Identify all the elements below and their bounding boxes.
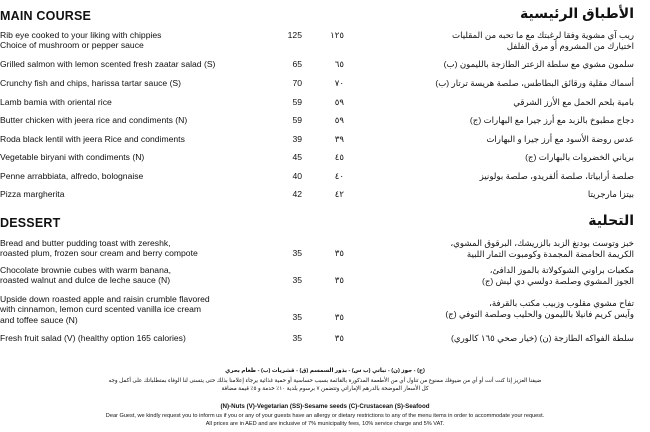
item-price-en: 45 [292, 152, 302, 162]
item-name-ar: أسماك مقلية ورقائق البطاطس، صلصة هريسة ترتار (ب) [435, 78, 634, 88]
item-price-ar: ٣٥ [334, 333, 344, 343]
item-price-en: 70 [292, 78, 302, 88]
item-price-en: 59 [292, 115, 302, 125]
item-price-ar: ٤٥ [334, 152, 344, 162]
allergen-legend: (N)-Nuts (V)-Vegetarian (SS)-Sesame seeds (C)-Crustacean (S)-Seafood [220, 403, 430, 410]
item-name-en: Lamb bamia with oriental rice [0, 97, 112, 107]
item-price-ar: ١٢٥ [330, 30, 344, 40]
item-price-en: 35 [292, 248, 302, 258]
item-price-ar: ٣٥ [334, 312, 344, 322]
item-price-en: 40 [292, 171, 302, 181]
item-name-en: Crunchy fish and chips, harissa tartar sauce (S) [0, 78, 182, 88]
dietary-notice: Dear Guest, we kindly request you to inform us if you or any of your guests have an allergy or dietary restrictions to any of the menu items in order to accommodate your request. [105, 413, 545, 419]
item-name-ar: دجاج مطبوخ بالزبد مع أرز جيرا مع البهارات (ج) [469, 115, 634, 125]
pricing-notice: All prices are in AED and are inclusive of 7% municipality fees, 10% service charge and 5% VAT. [205, 421, 445, 427]
item-name-ar: خبز وتوست بودنغ الزبد بالزريشك، البرقوق المشوي، الكريمة الحامضة المجمدة وكومبوت الثمار اللبية [450, 238, 634, 259]
item-name-ar: برياني الخضروات بالبهارات (ج) [525, 152, 634, 162]
item-name-en: Fresh fruit salad (V) (healthy option 165 calories) [0, 333, 186, 343]
item-price-ar: ٦٥ [334, 59, 344, 69]
item-name-ar: سلطة الفواكه الطازجة (ن) (خيار صحي ١٦٥ كالوري) [451, 333, 634, 343]
item-price-en: 39 [292, 134, 302, 144]
item-name-ar: تفاح مشوي مقلوب وزبيب مكتب بالقرفة، وآيس كريم فانيلا بالليمون والحليب وصلصة التوفي (ج) [445, 298, 634, 319]
item-name-ar: صلصة أرابياتا، صلصة ألفريدو، صلصة بولونيز [479, 171, 634, 181]
dessert-heading: DESSERT [0, 216, 61, 230]
pricing-notice-arabic: كل الأسعار الموضحة بالدرهم الإماراتي وتتضمن ٧ برسوم بلدية ١٠٪ خدمة و ٥٪ قيمة مضافة [221, 386, 429, 392]
item-price-ar: ٣٥ [334, 275, 344, 285]
item-name-ar: ريب آي مشوية وفقا لرغبتك مع ما تحبه من المقليات اختيارك من المشروم أو مرق الفلفل [452, 30, 634, 51]
item-name-ar: عدس روضة الأسود مع أرز جيرا و البهارات [486, 134, 634, 144]
dessert-heading-arabic: التحلية [588, 212, 634, 228]
item-price-en: 35 [292, 312, 302, 322]
item-name-ar: بامية بلحم الحمل مع الأرز الشرقي [513, 97, 634, 107]
main-course-heading: MAIN COURSE [0, 9, 92, 23]
item-name-en: Penne arrabbiata, alfredo, bolognaise [0, 171, 144, 181]
item-name-en: Grilled salmon with lemon scented fresh zaatar salad (S) [0, 59, 216, 69]
item-price-en: 42 [292, 189, 302, 199]
main-course-heading-arabic: الأطباق الرئيسية [520, 5, 634, 21]
item-name-ar: سلمون مشوي مع سلطة الزعتر الطازجة بالليمون (ب) [443, 59, 634, 69]
item-name-en: Rib eye cooked to your liking with chippies Choice of mushroom or pepper sauce [0, 30, 162, 51]
item-name-en: Butter chicken with jeera rice and condiments (N) [0, 115, 188, 125]
item-price-en: 65 [292, 59, 302, 69]
item-name-en: Upside down roasted apple and raisin crumble flavored with cinnamon, lemon curd scented vanilla ice cream and toffee sauce (N) [0, 294, 210, 325]
allergen-legend-arabic: (ج) - جوز (ن) - نباتي (ب س) - بذور السمسم (ق) - قشريات (ب) - طعام بحري [225, 368, 425, 374]
item-price-en: 59 [292, 97, 302, 107]
item-price-ar: ٥٩ [334, 115, 344, 125]
item-price-ar: ٤٠ [334, 171, 344, 181]
item-price-ar: ٣٩ [334, 134, 344, 144]
item-name-en: Vegetable biryani with condiments (N) [0, 152, 145, 162]
item-name-ar: مكعبات براوني الشوكولاتة بالموز الدافئ، الجوز المشوي وصلصة دولسي دي ليش (ج) [481, 265, 634, 286]
item-price-en: 35 [292, 275, 302, 285]
item-price-en: 35 [292, 333, 302, 343]
item-name-en: Bread and butter pudding toast with zereshk, roasted plum, frozen sour cream and berry compote [0, 238, 198, 259]
item-price-ar: ٣٥ [334, 248, 344, 258]
item-name-en: Roda black lentil with jeera Rice and condiments [0, 134, 185, 144]
item-price-en: 125 [287, 30, 302, 40]
item-price-ar: ٤٢ [334, 189, 344, 199]
dietary-notice-arabic: ضيفنا العزيز إذا كنت أنت أو أي من ضيوفك ممنوع من تناول أي من الأطعمة المذكورة بالقائمة بسبب حساسية أو حمية غذائية يرجاء إعلامنا بذلك حتى يتسنى لنا الوفاء بمتطلباتك على أكمل وجه [108, 378, 542, 384]
item-name-en: Pizza margherita [0, 189, 65, 199]
item-name-en: Chocolate brownie cubes with warm banana, roasted walnut and dulce de leche sauce (N) [0, 265, 172, 286]
item-name-ar: بيتزا مارجريتا [587, 189, 634, 199]
item-price-ar: ٧٠ [334, 78, 344, 88]
item-price-ar: ٥٩ [334, 97, 344, 107]
